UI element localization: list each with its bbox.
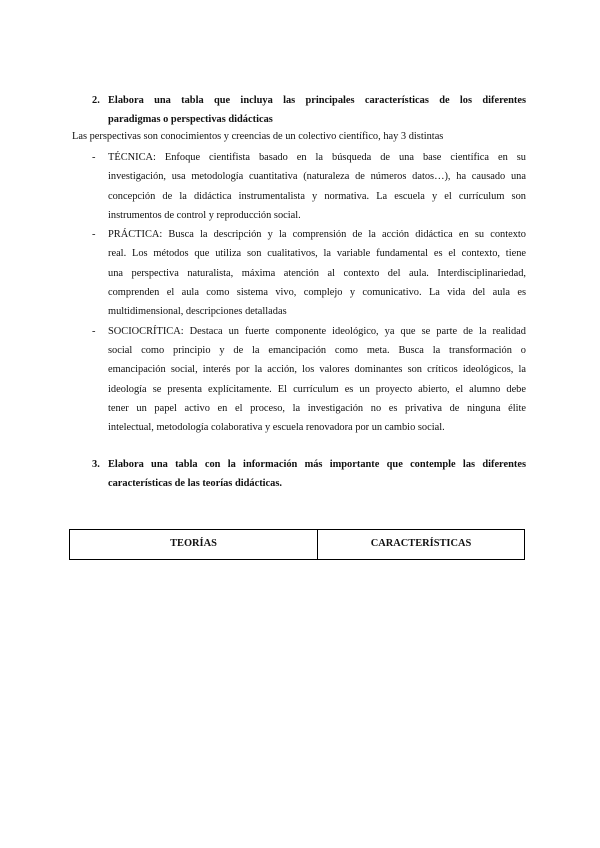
list-item-line: intelectual, metodología colaborativa y escuela renovadora por un cambio social. — [108, 422, 445, 434]
theories-table — [69, 529, 525, 560]
list-item-line: multidimensional, descripciones detalladas — [108, 306, 287, 318]
list-item-line: concepción de la didáctica instrumentalista y normativa. La escuela y el currículum son — [108, 190, 526, 202]
list-item-line: real. Los métodos que utiliza son cualitativos, la variable fundamental es el contexto, tiene — [108, 248, 526, 260]
list-item-line: tener un papel activo en el proceso, la investigación no es privativa de ninguna élite — [108, 402, 526, 414]
bullet-dash: - — [92, 152, 96, 163]
question-2-text — [108, 91, 526, 129]
table-header-characteristics: CARACTERÍSTICAS — [370, 538, 472, 549]
question-2 — [92, 91, 526, 129]
list-item-line: emancipación social, interés por la acción, los valores dominantes son críticos ideológicos, la — [108, 364, 526, 376]
list-item-line: investigación, usa metodología cuantitativa (naturaleza de números datos…), ha causado una — [108, 171, 526, 183]
list-item-practica — [92, 225, 526, 321]
intro-paragraph: Las perspectivas son conocimientos y creencias de un colectivo científico, hay 3 distintas — [72, 131, 444, 142]
list-item-tecnica — [92, 148, 526, 225]
question-3-line: Elabora una tabla con la información más importante que contemple las diferentes — [108, 459, 526, 470]
question-3-line: características de las teorías didácticas. — [108, 478, 282, 489]
question-3 — [92, 455, 526, 493]
list-item-line: TÉCNICA: Enfoque cientifista basado en la búsqueda de una base científica en su — [108, 152, 526, 163]
list-item-line: SOCIOCRÍTICA: Destaca un fuerte componente ideológico, ya que se parte de la realidad — [108, 325, 526, 337]
list-item-sociocritica — [92, 322, 526, 438]
list-item-line: ideología se presenta explícitamente. El currículum es un proyecto abierto, el alumno debe — [108, 383, 526, 395]
perspectives-list — [92, 148, 526, 437]
list-item-line: social como principio y de la emancipación como meta. Busca la transformación o — [108, 344, 526, 356]
list-item-line: una perspectiva naturalista, máxima atención al contexto del aula. Interdisciplinariedad, — [108, 267, 526, 279]
question-3-number: 3. — [92, 459, 100, 470]
list-item-line: PRÁCTICA: Busca la descripción y la comprensión de la acción didáctica en su contexto — [108, 229, 526, 241]
list-item-line: instrumentos de control y reproducción social. — [108, 209, 301, 221]
bullet-dash: - — [92, 325, 96, 337]
table-header-theories: TEORÍAS — [70, 530, 318, 559]
bullet-dash: - — [92, 229, 96, 241]
list-item-line: comprenden el aula como sistema vivo, complejo y comunicativo. La vida del aula es — [108, 287, 526, 299]
question-3-text — [108, 455, 526, 493]
question-2-number: 2. — [92, 95, 100, 106]
question-2-line: paradigmas o perspectivas didácticas — [108, 114, 273, 125]
question-2-line: Elabora una tabla que incluya las principales características de los diferentes — [108, 95, 526, 106]
